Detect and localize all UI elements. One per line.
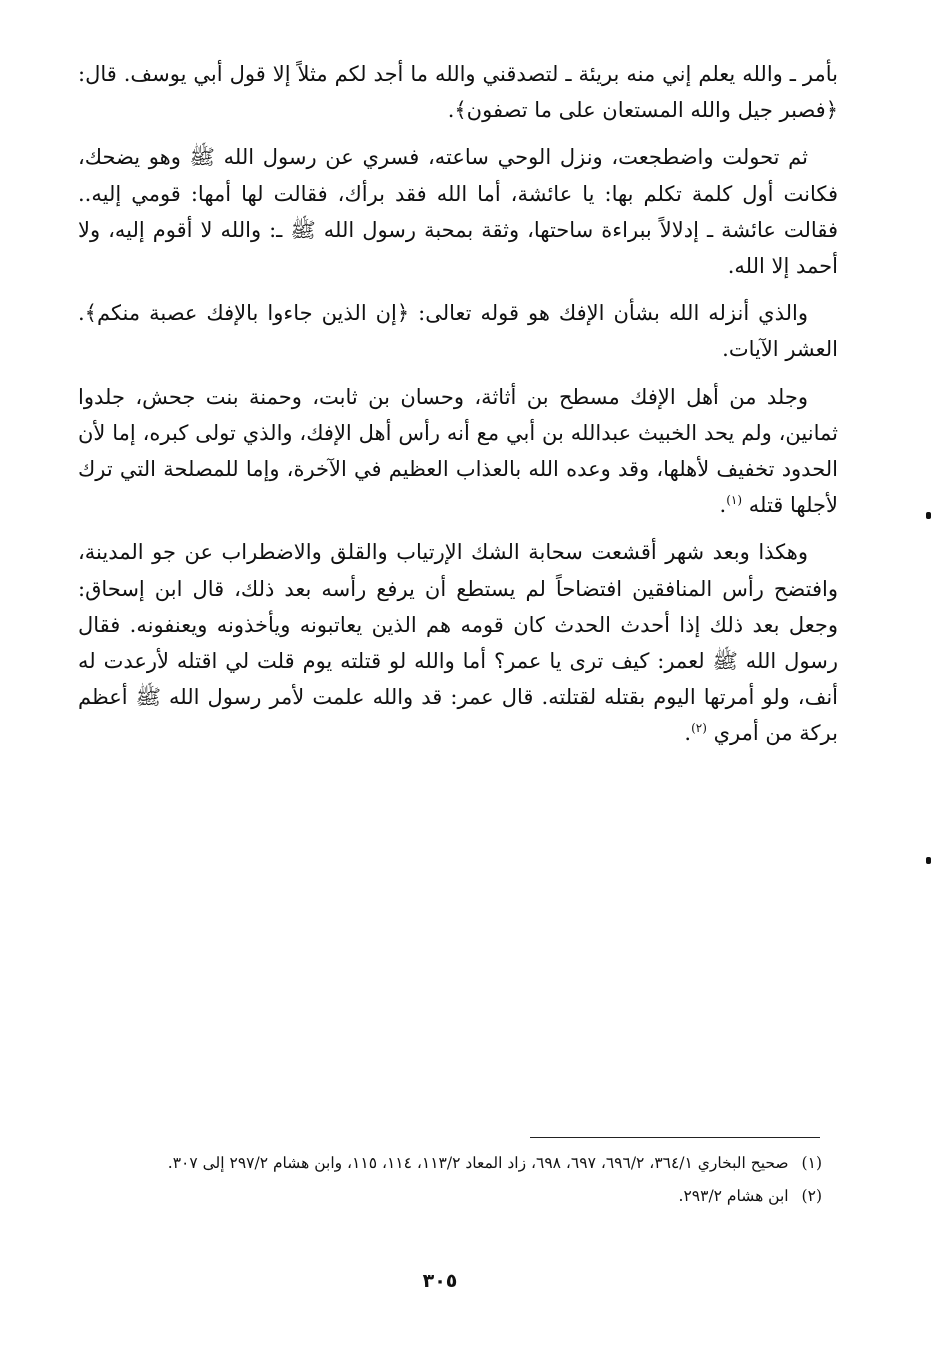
paragraph-text: بأمر ـ والله يعلم إني منه بريئة ـ لتصدقني والله ما أجد لكم مثلاً إلا قول أبي يوسف. قال: ﴿فصبر جيل والله المستعان على ما تصفون﴾. <box>78 62 838 123</box>
footnote-2 <box>70 1183 822 1210</box>
paragraph-1 <box>78 56 838 128</box>
paragraph-4 <box>78 379 838 524</box>
footnote-number: (٢) <box>801 1187 822 1205</box>
footnote-text: ابن هشام ٢٩٣/٢. <box>678 1187 789 1205</box>
scan-mark <box>926 512 931 519</box>
paragraph-text: وهكذا وبعد شهر أقشعت سحابة الشك الإرتياب والقلق والاضطراب عن جو المدينة، وافتضح رأس المنافقين افتضاحاً لم يستطع أن يرفع رأسه بعد ذلك، قال ابن إسحاق: وجعل بعد ذلك إذا أحدث الحدث كان قومه هم الذين يعاتبونه ويأخذونه ويعنفونه. فقال رسول الله ﷺ لعمر: كيف ترى يا عمر؟ أما والله لو قتلته يوم قلت لي اقتله لأرعدت له أنف، ولو أمرتها اليوم بقتله لقتلته. قال عمر: قد والله علمت لأمر رسول الله ﷺ أعظم بركة من أمري <box>78 540 838 746</box>
paragraph-text: ثم تحولت واضطجعت، ونزل الوحي ساعته، فسري عن رسول الله ﷺ وهو يضحك، فكانت أول كلمة تكلم بها: يا عائشة، أما الله فقد برأك، فقالت لها أمها: قومي إليه.. فقالت عائشة ـ إدلالاً ببراءة ساحتها، وثقة بمحبة رسول الله ﷺ ـ: والله لا أقوم إليه، ولا أحمد إلا الله. <box>78 145 838 279</box>
paragraph-text: وجلد من أهل الإفك مسطح بن أثاثة، وحسان بن ثابت، وحمنة بنت جحش، جلدوا ثمانين، ولم يحد الخبيث عبدالله بن أبي مع أنه رأس أهل الإفك، والذي تولى كبره، إما لأن الحدود تخفيف لأهلها، وقد وعده الله بالعذاب العظيم في الآخرة، وإما للمصلحة التي ترك لأجلها قتله <box>78 384 838 518</box>
sentence-end: . <box>684 721 692 746</box>
scan-mark <box>926 857 931 864</box>
paragraph-3 <box>78 295 838 367</box>
footnote-divider <box>530 1137 820 1138</box>
footnote-number: (١) <box>801 1154 822 1172</box>
footnote-marker-1[interactable]: (١) <box>726 493 743 508</box>
paragraph-text: والذي أنزله الله بشأن الإفك هو قوله تعالى: ﴿إن الذين جاءوا بالإفك عصبة منكم﴾. العشر الآيات. <box>78 301 838 362</box>
sentence-end: . <box>719 493 727 518</box>
paragraph-5 <box>78 534 838 751</box>
footnote-text: صحيح البخاري ٣٦٤/١، ٦٩٦/٢، ٦٩٧، ٦٩٨، زاد المعاد ١١٣/٢، ١١٤، ١١٥، وابن هشام ٢٩٧/٢ إلى ٣٠٧. <box>167 1154 789 1172</box>
page-number: ٣٠٥ <box>422 1270 458 1292</box>
footnote-marker-2[interactable]: (٢) <box>691 721 707 736</box>
main-text <box>78 56 838 763</box>
footnotes <box>70 1150 822 1216</box>
footnote-1 <box>70 1150 822 1177</box>
paragraph-2 <box>78 139 838 284</box>
